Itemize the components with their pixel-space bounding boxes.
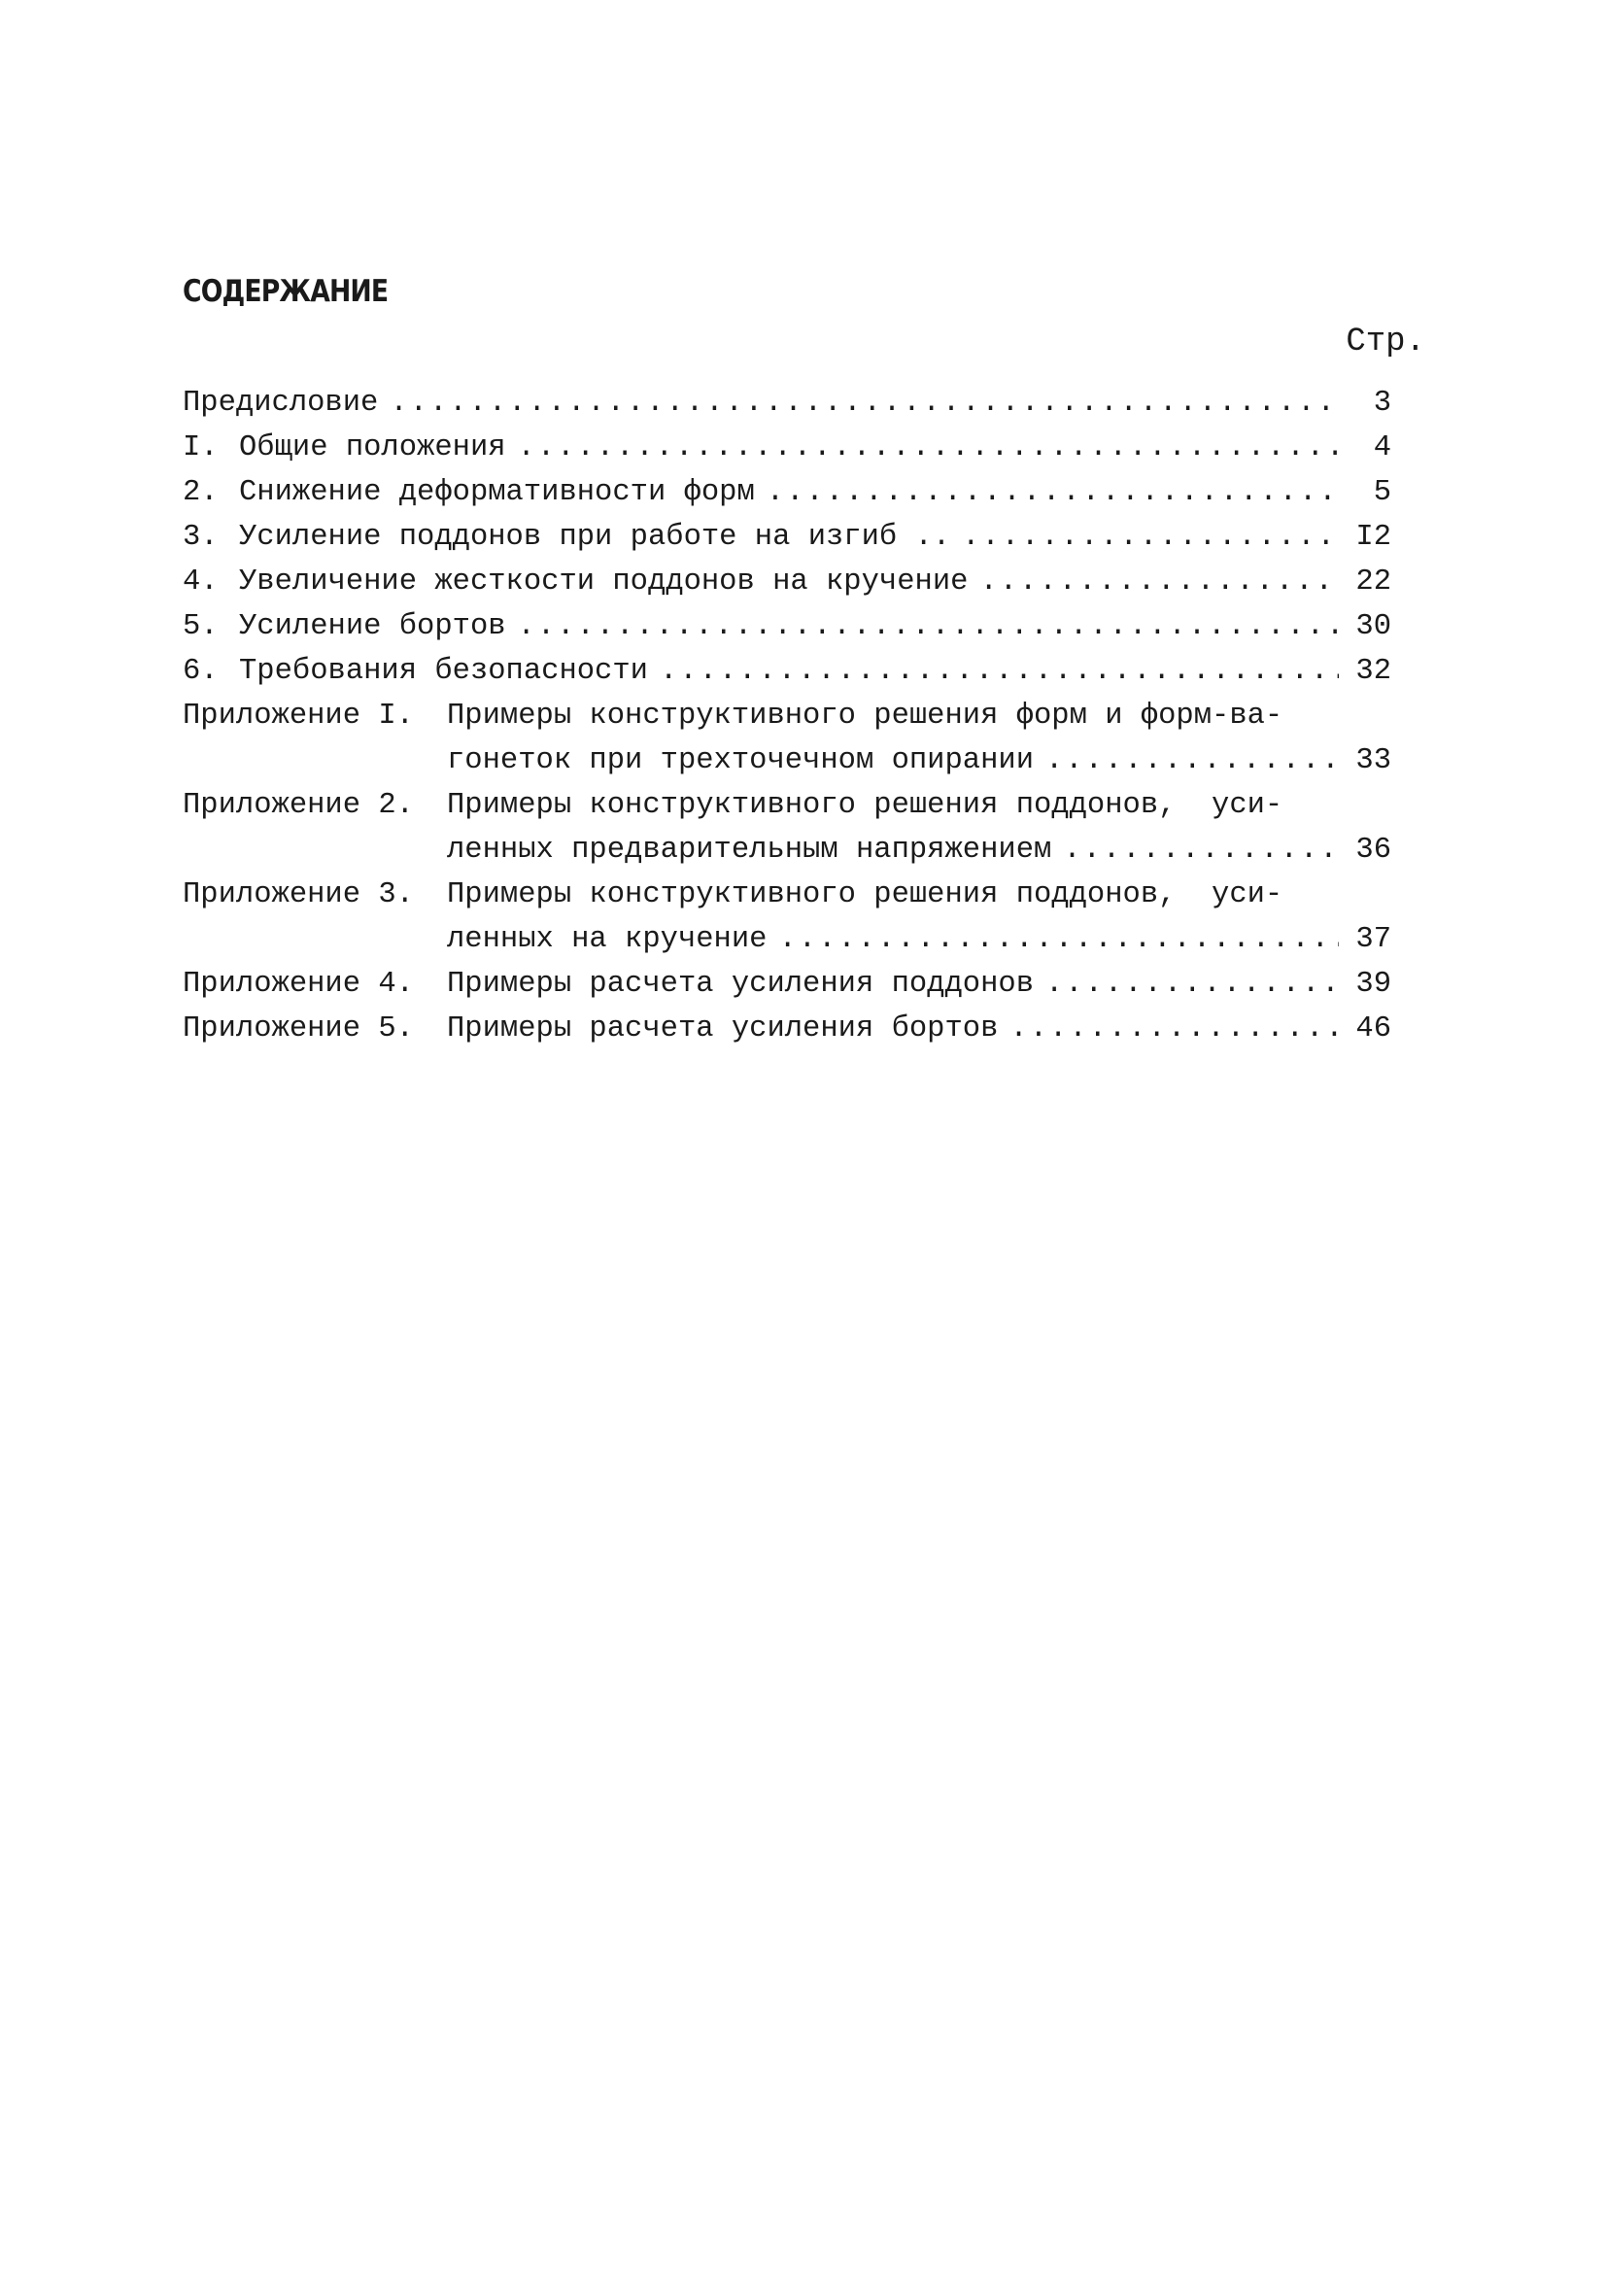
toc-entry-text: Предисловие (183, 387, 379, 420)
toc-entry-page: 30 (1355, 610, 1391, 643)
toc-entry-number: 6. (183, 655, 219, 688)
appendix-prefix: Приложение 4. (183, 968, 414, 1001)
toc-entry-text: Усиление поддонов при работе на изгиб .. (239, 521, 951, 554)
toc-appendix-2 (183, 783, 1391, 873)
appendix-text: Примеры конструктивного решения поддонов, уси- (447, 789, 1283, 822)
toc-entry-page: 32 (1355, 655, 1391, 688)
dot-leader (518, 426, 1339, 470)
appendix-text-continued: ленных предварительным напряжением (447, 834, 1052, 867)
appendix-text-continued: ленных на кручение (447, 923, 768, 956)
appendix-line-continued (183, 828, 1391, 873)
appendix-line (183, 694, 1391, 738)
dot-leader (778, 917, 1339, 962)
dot-leader (660, 649, 1339, 694)
toc-title: СОДЕРЖАНИЕ (183, 274, 389, 309)
toc-appendix-4 (183, 962, 1391, 1007)
appendix-text: Примеры расчета усиления бортов (447, 1012, 999, 1045)
page-column-label: Стр. (1346, 324, 1425, 360)
table-of-contents (183, 381, 1391, 1051)
toc-appendix-5 (183, 1007, 1391, 1051)
toc-entry-text: Усиление бортов (239, 610, 506, 643)
appendix-prefix: Приложение 3. (183, 878, 414, 911)
dot-leader (1045, 962, 1347, 1007)
dot-leader (1045, 738, 1339, 783)
toc-entry-3 (183, 515, 1391, 560)
dot-leader (1009, 1007, 1339, 1051)
toc-entry-page: 4 (1373, 431, 1391, 464)
appendix-text: Примеры конструктивного решения форм и форм-ва- (447, 700, 1283, 733)
toc-entry-text: Общие положения (239, 431, 506, 464)
dot-leader (1063, 828, 1339, 873)
toc-entry-6 (183, 649, 1391, 694)
dot-leader (767, 470, 1339, 515)
toc-entry-number: I. (183, 431, 219, 464)
toc-entry-page: 36 (1355, 834, 1391, 867)
dot-leader (518, 604, 1339, 649)
appendix-line-continued (183, 917, 1391, 962)
appendix-line (183, 783, 1391, 828)
toc-entry-page: 37 (1355, 923, 1391, 956)
toc-entry-number: 3. (183, 521, 219, 554)
toc-entry-preface (183, 381, 1391, 426)
toc-entry-page: 46 (1355, 1012, 1391, 1045)
toc-entry-number: 2. (183, 476, 219, 509)
toc-entry-1 (183, 426, 1391, 470)
appendix-prefix: Приложение 5. (183, 1012, 414, 1045)
toc-appendix-3 (183, 873, 1391, 962)
toc-entry-page: 3 (1373, 387, 1391, 420)
toc-entry-text: Снижение деформативности форм (239, 476, 755, 509)
toc-appendix-1 (183, 694, 1391, 783)
toc-entry-page: 33 (1355, 744, 1391, 777)
toc-entry-text: Увеличение жесткости поддонов на кручение (239, 565, 969, 599)
toc-entry-text: Требования безопасности (239, 655, 648, 688)
toc-entry-page: 22 (1355, 565, 1391, 599)
toc-entry-number: 5. (183, 610, 219, 643)
toc-entry-5 (183, 604, 1391, 649)
dot-leader (962, 515, 1339, 560)
appendix-text: Примеры конструктивного решения поддонов, уси- (447, 878, 1283, 911)
appendix-prefix: Приложение 2. (183, 789, 414, 822)
toc-entry-page: I2 (1355, 521, 1391, 554)
toc-entry-number: 4. (183, 565, 219, 599)
toc-entry-4 (183, 560, 1391, 604)
appendix-line-continued (183, 738, 1391, 783)
toc-entry-page: 5 (1373, 476, 1391, 509)
toc-entry-2 (183, 470, 1391, 515)
appendix-prefix: Приложение I. (183, 700, 414, 733)
appendix-text: Примеры расчета усиления поддонов (447, 968, 1034, 1001)
appendix-text-continued: гонеток при трехточечном опирании (447, 744, 1034, 777)
dot-leader (390, 381, 1339, 426)
dot-leader (979, 560, 1339, 604)
toc-entry-page: 39 (1355, 968, 1391, 1001)
appendix-line (183, 873, 1391, 917)
